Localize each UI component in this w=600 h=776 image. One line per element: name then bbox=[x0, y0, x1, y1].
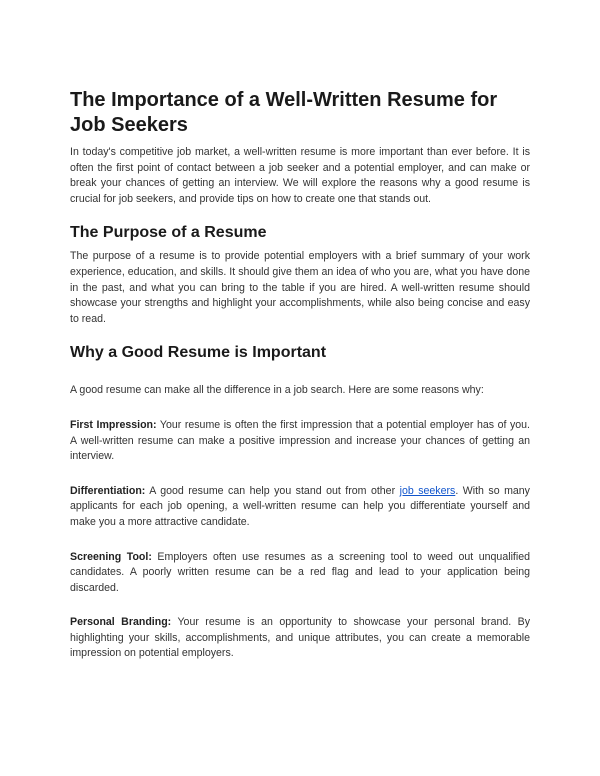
reason-differentiation bbox=[70, 484, 530, 531]
document-page bbox=[70, 88, 530, 662]
reason-text: . With so many applicants for each job opening, a well-written resume can help you differentiate yourself and make you a more attractive candidate. bbox=[70, 484, 530, 528]
section-heading-purpose: The Purpose of a Resume bbox=[70, 224, 267, 242]
reason-screening-tool bbox=[70, 550, 530, 597]
section-heading-importance: Why a Good Resume is Important bbox=[70, 344, 327, 362]
job-seekers-link[interactable]: job seekers bbox=[399, 484, 456, 497]
reason-text: Employers often use resumes as a screening tool to weed out unqualified candidates. A poorly written resume can be a red flag and lead to your application being discarded. bbox=[70, 550, 530, 594]
reason-term: Personal Branding: bbox=[70, 616, 172, 629]
reason-text: Your resume is often the first impression that a potential employer has of you. A well-written resume can make a positive impression and increase your chances of getting an interview. bbox=[70, 418, 530, 463]
document-title: The Importance of a Well-Written Resume for Job Seekers bbox=[70, 89, 498, 136]
intro-paragraph: In today's competitive job market, a well-written resume is more important than ever before. It is often the first point of contact between a job seeker and a potential employer, and can make or break your chances of getting an interview. We will explore the reasons why a good resume is crucial for job seekers, and provide tips on how to create one that stands out. bbox=[70, 146, 530, 205]
reason-personal-branding bbox=[70, 615, 530, 662]
reason-text: Your resume is an opportunity to showcase your personal brand. By highlighting your skills, accomplishments, and unique attributes, you can create a memorable impression on potential employers. bbox=[70, 616, 530, 660]
importance-lead-paragraph: A good resume can make all the difference in a job search. Here are some reasons why: bbox=[70, 384, 484, 397]
reason-term: Screening Tool: bbox=[70, 550, 152, 563]
purpose-paragraph: The purpose of a resume is to provide potential employers with a brief summary of your work experience, education, and skills. It should give them an idea of who you are, what you have done in the past, and what you can bring to the table if you are hired. A well-written resume should showcase your strengths and highlight your accomplishments, while also being concise and easy to read. bbox=[70, 250, 530, 325]
reason-term: Differentiation: bbox=[70, 484, 146, 497]
reason-first-impression bbox=[70, 418, 530, 465]
reason-text: A good resume can help you stand out from other bbox=[145, 484, 400, 497]
reason-term: First Impression: bbox=[70, 418, 157, 431]
